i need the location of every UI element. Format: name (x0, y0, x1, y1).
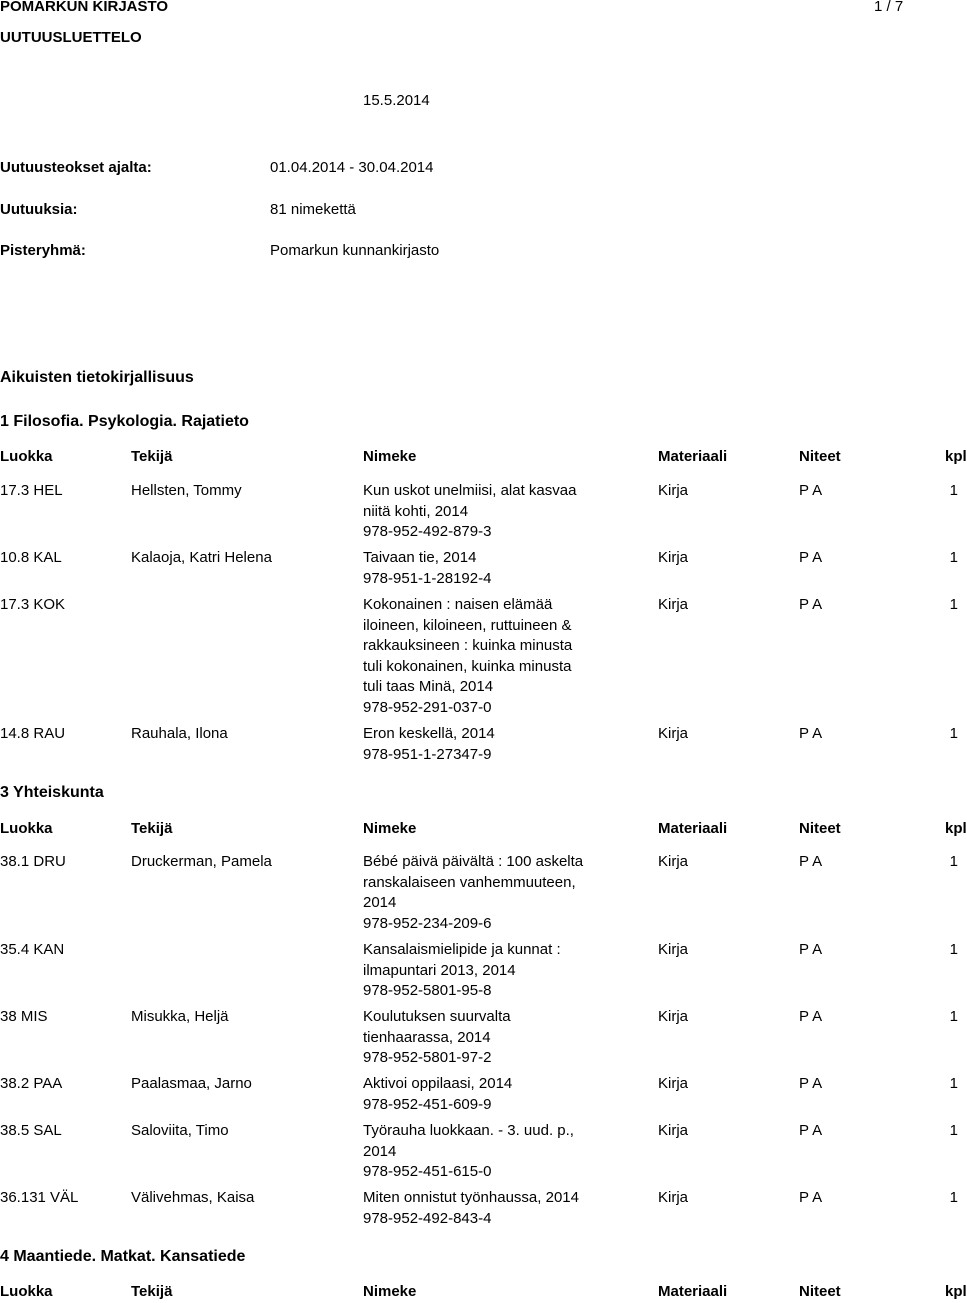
cell-luokka: 17.3 HEL (0, 482, 63, 499)
cell-tekija: Rauhala, Ilona (131, 725, 228, 742)
cell-tekija: Kalaoja, Katri Helena (131, 549, 272, 566)
isbn: 978-951-1-27347-9 (363, 745, 492, 763)
nimeke-line: ilmapuntari 2013, 2014 (363, 961, 516, 979)
cell-luokka: 38 MIS (0, 1008, 48, 1025)
nimeke-line: niitä kohti, 2014 (363, 502, 469, 520)
nimeke-line: Kansalaismielipide ja kunnat : (363, 941, 561, 958)
col-nimeke: Nimeke (363, 820, 417, 837)
group-label: Pisteryhmä: (0, 242, 86, 259)
col-niteet: Niteet (799, 1283, 841, 1300)
nimeke-line: 2014 (363, 1142, 397, 1160)
nimeke-line: tuli kokonainen, kuinka minusta (363, 657, 572, 675)
section-title: 3 Yhteiskunta (0, 784, 104, 801)
nimeke-line: 2014 (363, 894, 397, 911)
cell-kpl: 1 (949, 482, 958, 499)
period-label: Uutuusteokset ajalta: (0, 159, 152, 176)
cell-tekija: Misukka, Heljä (131, 1008, 229, 1025)
cell-niteet: P A (799, 1189, 823, 1206)
cell-luokka: 38.1 DRU (0, 853, 66, 870)
cell-materiaali: Kirja (658, 1122, 689, 1139)
nimeke-line: Eron keskellä, 2014 (363, 725, 495, 742)
category-title: Aikuisten tietokirjallisuus (0, 369, 194, 386)
cell-luokka: 36.131 VÄL (0, 1189, 79, 1206)
cell-niteet: P A (799, 1122, 823, 1139)
list-title: UUTUUSLUETTELO (0, 29, 142, 46)
cell-luokka: 38.2 PAA (0, 1075, 63, 1092)
nimeke-line: tienhaarassa, 2014 (363, 1028, 491, 1046)
col-luokka: Luokka (0, 1283, 53, 1300)
cell-tekija: Saloviita, Timo (131, 1122, 229, 1139)
cell-niteet: P A (799, 596, 823, 613)
nimeke-line: Kokonainen : naisen elämää (363, 596, 553, 613)
cell-tekija: Paalasmaa, Jarno (131, 1075, 252, 1092)
col-tekija: Tekijä (131, 448, 173, 465)
cell-niteet: P A (799, 482, 823, 499)
cell-luokka: 17.3 KOK (0, 596, 66, 613)
cell-kpl: 1 (949, 1189, 958, 1206)
cell-niteet: P A (799, 725, 823, 742)
count-label: Uutuuksia: (0, 201, 78, 218)
cell-niteet: P A (799, 941, 823, 958)
cell-kpl: 1 (949, 725, 958, 742)
cell-niteet: P A (799, 549, 823, 566)
cell-nimeke (363, 940, 623, 1002)
nimeke-line: iloineen, kiloineen, ruttuineen & (363, 616, 572, 634)
isbn: 978-952-492-843-4 (363, 1209, 492, 1227)
isbn: 978-952-5801-97-2 (363, 1049, 492, 1066)
isbn: 978-952-451-609-9 (363, 1095, 492, 1113)
isbn: 978-952-291-037-0 (363, 698, 492, 716)
cell-luokka: 35.4 KAN (0, 941, 65, 958)
section-title: 4 Maantiede. Matkat. Kansatiede (0, 1248, 246, 1265)
group-value: Pomarkun kunnankirjasto (270, 242, 440, 259)
cell-niteet: P A (799, 1075, 823, 1092)
cell-tekija: Hellsten, Tommy (131, 482, 242, 499)
nimeke-line: Koulutuksen suurvalta (363, 1008, 511, 1025)
cell-tekija: Välivehmas, Kaisa (131, 1189, 255, 1206)
col-kpl: kpl (945, 448, 967, 465)
col-tekija: Tekijä (131, 820, 173, 837)
cell-kpl: 1 (949, 1122, 958, 1139)
cell-kpl: 1 (949, 549, 958, 566)
cell-materiaali: Kirja (658, 725, 689, 742)
col-niteet: Niteet (799, 820, 841, 837)
cell-materiaali: Kirja (658, 596, 689, 613)
isbn: 978-952-5801-95-8 (363, 982, 492, 999)
nimeke-line: ranskalaiseen vanhemmuuteen, (363, 873, 576, 891)
cell-nimeke (363, 481, 623, 543)
nimeke-line: Kun uskot unelmiisi, alat kasvaa (363, 482, 577, 499)
nimeke-line: Taivaan tie, 2014 (363, 549, 477, 566)
col-luokka: Luokka (0, 820, 53, 837)
cell-luokka: 38.5 SAL (0, 1122, 62, 1139)
cell-materiaali: Kirja (658, 1189, 689, 1206)
cell-materiaali: Kirja (658, 853, 689, 870)
col-kpl: kpl (945, 1283, 967, 1300)
col-luokka: Luokka (0, 448, 53, 465)
cell-materiaali: Kirja (658, 1008, 689, 1025)
page-number: 1 / 7 (874, 0, 904, 15)
col-kpl: kpl (945, 820, 967, 837)
cell-kpl: 1 (949, 941, 958, 958)
isbn: 978-951-1-28192-4 (363, 569, 492, 587)
col-tekija: Tekijä (131, 1283, 173, 1300)
cell-tekija: Druckerman, Pamela (131, 853, 272, 870)
col-niteet: Niteet (799, 448, 841, 465)
period-value: 01.04.2014 - 30.04.2014 (270, 159, 434, 176)
report-date: 15.5.2014 (363, 92, 430, 109)
cell-nimeke (363, 724, 623, 765)
col-materiaali: Materiaali (658, 1283, 728, 1300)
col-materiaali: Materiaali (658, 820, 728, 837)
nimeke-line: tuli taas Minä, 2014 (363, 678, 494, 695)
cell-nimeke (363, 548, 623, 589)
cell-materiaali: Kirja (658, 941, 689, 958)
col-nimeke: Nimeke (363, 1283, 417, 1300)
nimeke-line: Aktivoi oppilaasi, 2014 (363, 1075, 513, 1092)
count-value: 81 nimekettä (270, 201, 356, 218)
cell-kpl: 1 (949, 1075, 958, 1092)
cell-nimeke (363, 595, 623, 718)
cell-nimeke (363, 852, 623, 934)
col-nimeke: Nimeke (363, 448, 417, 465)
isbn: 978-952-451-615-0 (363, 1163, 492, 1180)
cell-kpl: 1 (949, 1008, 958, 1025)
nimeke-line: Työrauha luokkaan. - 3. uud. p., (363, 1122, 574, 1139)
cell-nimeke (363, 1007, 623, 1069)
library-name: POMARKUN KIRJASTO (0, 0, 169, 15)
cell-luokka: 10.8 KAL (0, 549, 62, 566)
cell-nimeke (363, 1188, 623, 1229)
cell-nimeke (363, 1074, 623, 1115)
cell-niteet: P A (799, 853, 823, 870)
nimeke-line: Bébé päivä päivältä : 100 askelta (363, 853, 584, 870)
nimeke-line: rakkauksineen : kuinka minusta (363, 637, 573, 654)
cell-luokka: 14.8 RAU (0, 725, 66, 742)
isbn: 978-952-234-209-6 (363, 914, 492, 932)
col-materiaali: Materiaali (658, 448, 728, 465)
cell-materiaali: Kirja (658, 1075, 689, 1092)
cell-kpl: 1 (949, 596, 958, 613)
nimeke-line: Miten onnistut työnhaussa, 2014 (363, 1189, 579, 1206)
cell-nimeke (363, 1121, 623, 1183)
cell-materiaali: Kirja (658, 482, 689, 499)
isbn: 978-952-492-879-3 (363, 523, 492, 540)
section-title: 1 Filosofia. Psykologia. Rajatieto (0, 413, 249, 430)
cell-niteet: P A (799, 1008, 823, 1025)
cell-materiaali: Kirja (658, 549, 689, 566)
cell-kpl: 1 (949, 853, 958, 870)
